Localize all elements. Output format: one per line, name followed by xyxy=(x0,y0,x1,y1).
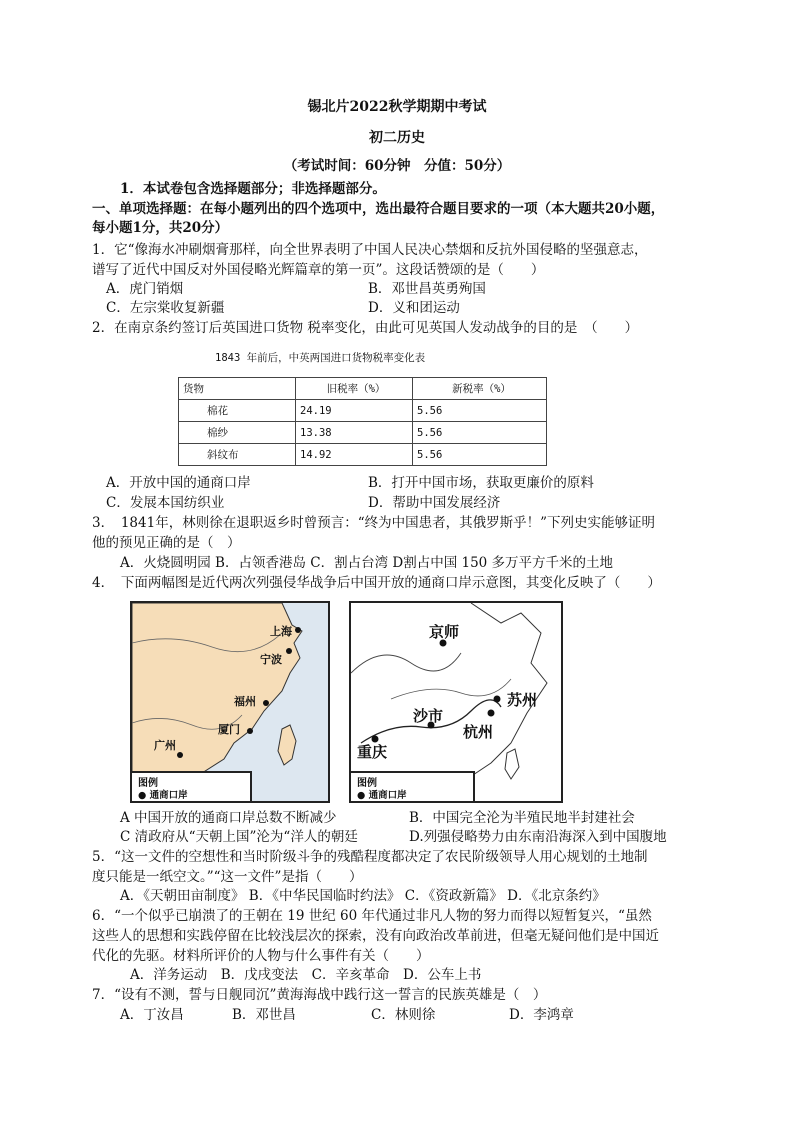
q4-stem: 4． 下面两幅图是近代两次列强侵华战争后中国开放的通商口岸示意图，其变化反映了（ ） xyxy=(92,575,661,591)
map2-legend-title: 图例 xyxy=(357,778,377,789)
map1-city-label: 厦门 xyxy=(218,723,240,736)
map2-legend-item: ● 通商口岸 xyxy=(357,790,407,801)
map1-city-label: 上海 xyxy=(270,625,292,638)
q1-stem-line2: 谱写了近代中国反对外国侵略光辉篇章的第一页”。这段话赞颂的是（ ） xyxy=(92,262,545,278)
table-cell: 斜纹布 xyxy=(179,444,296,466)
map1-city-label: 宁波 xyxy=(260,653,282,666)
q1-option-a: A．虎门销烟 xyxy=(106,281,184,297)
table-row xyxy=(179,422,547,444)
q2-option-c: C．发展本国纺织业 xyxy=(106,495,225,511)
q1-option-c: C．左宗棠收复新疆 xyxy=(106,300,225,316)
q2-stem: 2．在南京条约签订后英国进口货物 税率变化，由此可见英国人发动战争的目的是 （ ） xyxy=(92,320,639,336)
table-cell: 棉花 xyxy=(179,400,296,422)
q4-option-c: C 清政府从“天朝上国”沦为“洋人的朝廷 xyxy=(120,829,358,845)
q2-option-a: A．开放中国的通商口岸 xyxy=(106,475,251,491)
exam-title: 锡北片2022秋学期期中考试 xyxy=(307,99,487,115)
q2-option-d: D．帮助中国发展经济 xyxy=(368,495,501,511)
q3-options: A．火烧圆明园 B．占领香港岛 C．割占台湾 D割占中国 150 多万平方千米的土地 xyxy=(120,555,614,571)
q7-option-b: B．邓世昌 xyxy=(232,1007,296,1023)
exam-info: （考试时间：60分钟 分值：50分） xyxy=(283,158,511,174)
table-cell: 14.92 xyxy=(296,444,413,466)
q5-options: A．《天朝田亩制度》 B．《中华民国临时约法》 C．《资政新篇》 D．《北京条约》 xyxy=(120,888,606,904)
tax-table-caption: 1843 年前后，中英两国进口货物税率变化表 xyxy=(215,352,426,364)
table-cell: 5.56 xyxy=(413,444,547,466)
q7-option-d: D．李鸿章 xyxy=(509,1007,574,1023)
tax-rate-table xyxy=(178,377,547,466)
q3-stem-line2: 他的预见正确的是（ ） xyxy=(92,535,241,551)
table-header-cell: 旧税率（%） xyxy=(296,378,413,400)
table-cell: 13.38 xyxy=(296,422,413,444)
map1-legend-title: 图例 xyxy=(138,778,158,789)
map1-legend xyxy=(132,771,252,801)
q1-option-b: B．邓世昌英勇殉国 xyxy=(368,281,486,297)
q7-option-c: C．林则徐 xyxy=(371,1007,436,1023)
map1-legend-item: ● 通商口岸 xyxy=(138,790,188,801)
treaty-ports-map-2 xyxy=(349,601,563,803)
table-cell: 5.56 xyxy=(413,422,547,444)
table-header-cell: 新税率（%） xyxy=(413,378,547,400)
q6-stem-line3: 代化的先驱。材料所评价的人物与什么事件有关（ ） xyxy=(92,948,430,964)
section-heading-line2: 每小题1分，共20分） xyxy=(92,220,229,236)
q4-option-d: D.列强侵略势力由东南沿海深入到中国腹地 xyxy=(409,829,667,845)
q5-stem-line1: 5．“这一文件的空想性和当时阶级斗争的残酷程度都决定了农民阶级领导人用心规划的土地制 xyxy=(92,849,648,865)
map2-city-label: 杭州 xyxy=(463,723,494,741)
table-cell: 棉纱 xyxy=(179,422,296,444)
map2-city-label: 苏州 xyxy=(507,691,538,709)
map2-legend xyxy=(351,771,475,801)
table-header-cell: 货物 xyxy=(179,378,296,400)
treaty-ports-map-1 xyxy=(130,601,330,803)
table-cell: 5.56 xyxy=(413,400,547,422)
section-heading-line1: 一、单项选择题：在每小题列出的四个选项中，选出最符合题目要求的一项（本大题共20小题， xyxy=(92,201,665,217)
subject-title: 初二历史 xyxy=(369,130,425,146)
q6-stem-line2: 这些人的思想和实践停留在比较浅层次的探索，没有向政治改革前进，但毫无疑问他们是中国近 xyxy=(92,928,659,944)
q2-option-b: B．打开中国市场，获取更廉价的原料 xyxy=(368,475,594,491)
q6-options: A．洋务运动 B．戊戌变法 C．辛亥革命 D．公车上书 xyxy=(130,967,482,983)
table-row xyxy=(179,444,547,466)
q1-stem-line1: 1．它“像海水冲刷烟膏那样，向全世界表明了中国人民决心禁烟和反抗外国侵略的坚强意志， xyxy=(92,242,648,258)
map2-city-label: 沙市 xyxy=(413,707,444,725)
q6-stem-line1: 6．“一个似乎已崩溃了的王朝在 19 世纪 60 年代通过非凡人物的努力而得以短暂复兴，“虽然 xyxy=(92,908,652,924)
q7-option-a: A．丁汝昌 xyxy=(120,1007,184,1023)
q3-stem-line1: 3． 1841年，林则徐在退职返乡时曾预言：“终为中国患者，其俄罗斯乎！”下列史实能够证明 xyxy=(92,515,655,531)
table-header-row xyxy=(179,378,547,400)
map2-city-label: 京师 xyxy=(429,623,460,641)
map2-city-label: 重庆 xyxy=(357,743,388,761)
map1-city-label: 广州 xyxy=(154,739,176,752)
q5-stem-line2: 度只能是一纸空文。”“这一文件”是指（ ） xyxy=(92,869,363,885)
q4-option-b: B．中国完全沦为半殖民地半封建社会 xyxy=(409,810,635,826)
q7-stem: 7．“设有不测，誓与日舰同沉”黄海海战中践行这一誓言的民族英雄是（ ） xyxy=(92,987,547,1003)
exam-note: 1．本试卷包含选择题部分；非选择题部分。 xyxy=(120,181,386,197)
table-row xyxy=(179,400,547,422)
q4-option-a: A 中国开放的通商口岸总数不断减少 xyxy=(120,810,337,826)
q1-option-d: D．义和团运动 xyxy=(368,300,460,316)
map1-city-label: 福州 xyxy=(234,695,256,708)
table-cell: 24.19 xyxy=(296,400,413,422)
